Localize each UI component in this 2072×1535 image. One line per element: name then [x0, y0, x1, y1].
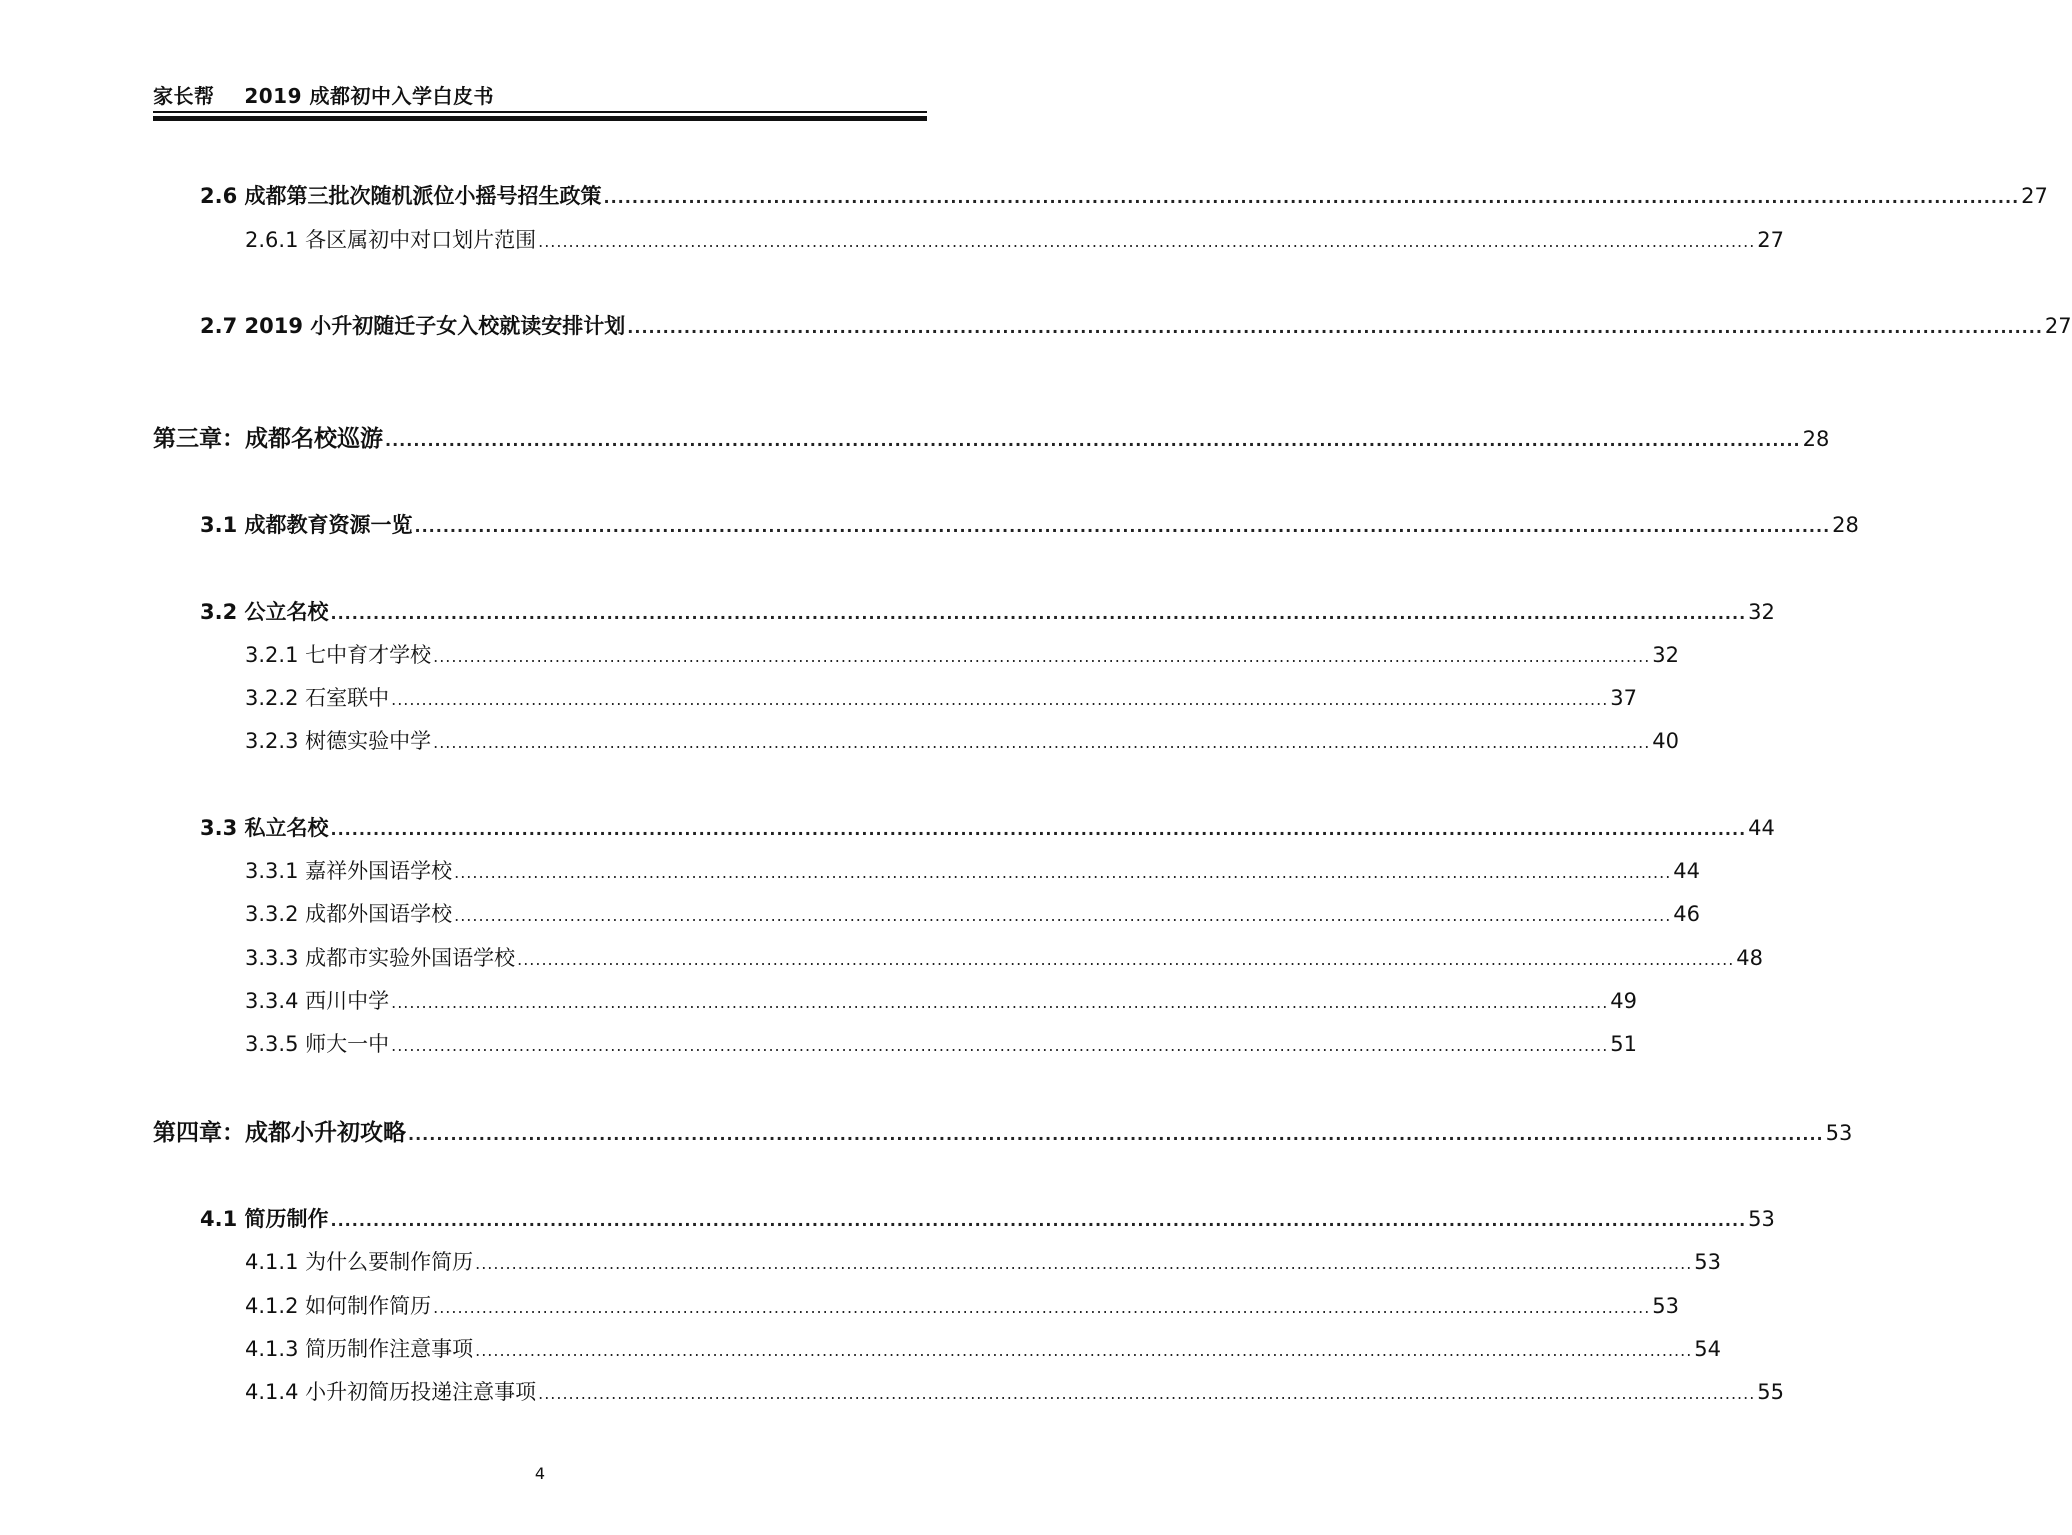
toc-entry-page: 32 [1652, 643, 1680, 667]
toc-entry-4-1-3[interactable] [245, 1333, 1722, 1367]
toc-entry-page: 27 [2021, 184, 2048, 208]
toc-entry-page: 53 [1652, 1294, 1680, 1318]
toc-entry-page: 44 [1748, 816, 1775, 840]
toc-entry-3-3-2[interactable] [245, 898, 1701, 932]
toc-entry-page: 28 [1802, 427, 1830, 451]
toc-entry-3-2-3[interactable] [245, 725, 1680, 759]
toc-entry-label: 2.6.1 各区属初中对口划片范围 [245, 228, 537, 252]
toc-leader-dots: ........................................................................................................................................................................................................ [603, 188, 2020, 207]
toc-entry-label: 第三章：成都名校巡游 [153, 426, 383, 452]
toc-leader-dots: ........................................................................................................................................................................................................ [538, 232, 1756, 251]
toc-entry-page: 46 [1673, 902, 1701, 926]
toc-entry-label: 3.3.2 成都外国语学校 [245, 902, 453, 926]
toc-entry-page: 40 [1652, 729, 1680, 753]
toc-entry-label: 3.3.3 成都市实验外国语学校 [245, 946, 516, 970]
toc-leader-dots: ........................................................................................................................................................................................................ [330, 604, 1747, 623]
toc-entry-label: 3.3 私立名校 [200, 816, 329, 840]
header-rule-thick [153, 116, 927, 121]
toc-entry-label: 4.1.2 如何制作简历 [245, 1294, 432, 1318]
toc-entry-label: 3.3.1 嘉祥外国语学校 [245, 859, 453, 883]
toc-entry-page: 55 [1757, 1380, 1785, 1404]
toc-entry-label: 3.2.2 石室联中 [245, 686, 390, 710]
toc-entry-label: 4.1.1 为什么要制作简历 [245, 1250, 474, 1274]
toc-entry-3-3-5[interactable] [245, 1028, 1638, 1062]
toc-entry-2-7[interactable] [200, 310, 2072, 344]
toc-entry-page: 49 [1610, 989, 1638, 1013]
toc-entry-page: 27 [2044, 314, 2072, 338]
toc-entry-3-2[interactable] [200, 596, 1775, 630]
toc-entry-4-1[interactable] [200, 1203, 1775, 1237]
toc-entry-3-3-3[interactable] [245, 942, 1764, 976]
toc-entry-page: 48 [1736, 946, 1764, 970]
toc-entry-page: 53 [1825, 1121, 1853, 1145]
toc-leader-dots: ........................................................................................................................................................................................................ [538, 1384, 1756, 1403]
toc-leader-dots: ........................................................................................................................................................................................................ [454, 906, 1672, 925]
toc-entry-page: 51 [1610, 1032, 1638, 1056]
toc-leader-dots: ........................................................................................................................................................................................................ [385, 431, 1801, 450]
toc-entry-label: 4.1 简历制作 [200, 1207, 329, 1231]
toc-leader-dots: ........................................................................................................................................................................................................ [391, 1036, 1609, 1055]
toc-entry-label: 第四章：成都小升初攻略 [153, 1120, 406, 1146]
toc-leader-dots: ........................................................................................................................................................................................................ [391, 993, 1609, 1012]
toc-entry-label: 2.7 2019 小升初随迁子女入校就读安排计划 [200, 314, 626, 338]
toc-entry-page: 37 [1610, 686, 1638, 710]
toc-leader-dots: ........................................................................................................................................................................................................ [433, 1298, 1651, 1317]
toc-entry-3-1[interactable] [200, 509, 1859, 543]
toc-entry-page: 53 [1694, 1250, 1722, 1274]
toc-entry-2-6-1[interactable] [245, 224, 1785, 258]
toc-leader-dots: ........................................................................................................................................................................................................ [408, 1125, 1824, 1144]
toc-leader-dots: ........................................................................................................................................................................................................ [475, 1254, 1693, 1273]
toc-entry-2-6[interactable] [200, 180, 2048, 214]
toc-leader-dots: ........................................................................................................................................................................................................ [433, 647, 1651, 666]
toc-entry-label: 3.2 公立名校 [200, 600, 329, 624]
toc-entry-4-1-4[interactable] [245, 1376, 1785, 1410]
toc-entry-page: 44 [1673, 859, 1701, 883]
toc-entry-label: 3.3.5 师大一中 [245, 1032, 390, 1056]
toc-entry-label: 3.2.3 树德实验中学 [245, 729, 432, 753]
toc-entry-page: 54 [1694, 1337, 1722, 1361]
header-title: 家长帮 2019 成都初中入学白皮书 [153, 84, 494, 108]
toc-entry-label: 4.1.3 简历制作注意事项 [245, 1337, 474, 1361]
toc-entry-label: 3.1 成都教育资源一览 [200, 513, 413, 537]
toc-entry-3-2-2[interactable] [245, 682, 1638, 716]
toc-entry-label: 3.2.1 七中育才学校 [245, 643, 432, 667]
toc-entry-3-3-4[interactable] [245, 985, 1638, 1019]
toc-entry-4-1-1[interactable] [245, 1246, 1722, 1280]
toc-leader-dots: ........................................................................................................................................................................................................ [330, 1211, 1747, 1230]
toc-entry-3-3[interactable] [200, 812, 1775, 846]
toc-entry-chapter-4[interactable] [153, 1114, 1853, 1148]
toc-entry-3-3-1[interactable] [245, 855, 1701, 889]
toc-leader-dots: ........................................................................................................................................................................................................ [391, 690, 1609, 709]
toc-entry-page: 32 [1748, 600, 1775, 624]
toc-entry-label: 4.1.4 小升初简历投递注意事项 [245, 1380, 537, 1404]
header-rule-thin [153, 111, 927, 113]
toc-entry-page: 53 [1748, 1207, 1775, 1231]
toc-entry-page: 28 [1832, 513, 1859, 537]
toc-entry-3-2-1[interactable] [245, 639, 1680, 673]
toc-entry-page: 27 [1757, 228, 1785, 252]
toc-leader-dots: ........................................................................................................................................................................................................ [627, 318, 2043, 337]
toc-entry-label: 2.6 成都第三批次随机派位小摇号招生政策 [200, 184, 602, 208]
toc-entry-chapter-3[interactable] [153, 420, 1830, 454]
toc-leader-dots: ........................................................................................................................................................................................................ [433, 733, 1651, 752]
toc-leader-dots: ........................................................................................................................................................................................................ [475, 1341, 1693, 1360]
toc-leader-dots: ........................................................................................................................................................................................................ [414, 517, 1831, 536]
toc-entry-4-1-2[interactable] [245, 1290, 1680, 1324]
toc-leader-dots: ........................................................................................................................................................................................................ [454, 863, 1672, 882]
toc-leader-dots: ........................................................................................................................................................................................................ [330, 820, 1747, 839]
toc-entry-label: 3.3.4 西川中学 [245, 989, 390, 1013]
page-number: 4 [534, 1464, 546, 1483]
toc-leader-dots: ........................................................................................................................................................................................................ [517, 950, 1735, 969]
